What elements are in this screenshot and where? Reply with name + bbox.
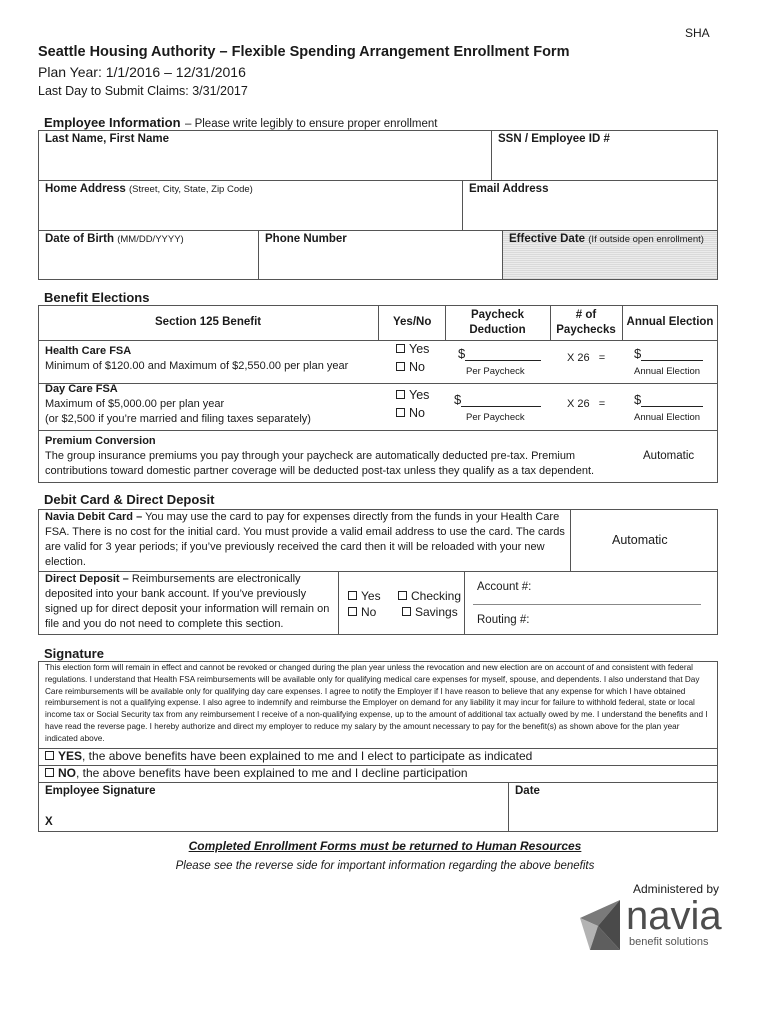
- signature-field[interactable]: [40, 800, 506, 830]
- dob-label: [45, 233, 184, 245]
- form-title: Seattle Housing Authority – Flexible Spending Arrangement Enrollment Form: [38, 44, 570, 60]
- dd-savings-label: Savings: [415, 605, 458, 619]
- checkbox-icon[interactable]: [396, 408, 405, 417]
- dd-no[interactable]: [348, 605, 376, 619]
- x-mark: X: [45, 816, 53, 828]
- effective-label-text: Effective Date: [509, 233, 586, 245]
- effective-hint: (If outside open enrollment): [588, 234, 704, 245]
- health-yes-label: Yes: [409, 342, 430, 356]
- dollar-sign: $: [634, 346, 642, 361]
- health-no[interactable]: [396, 360, 425, 374]
- debit-card-title: Navia Debit Card –: [45, 511, 143, 523]
- signature-legal: This election form will remain in effect and cannot be revoked or changed during the plan year unless the revocation and new election are on account of and consistent with federal regulations. I understand that Health FSA reimbursements will be available only for qualifying medical care expenses for myself, spouse, and dependents. I also understand that Day Care reimbursements will be available only for qualifying day care expenses. I agree to notify the Employer if I have reason to believe that any expense for which I have obtained reimbursement is not a qualifying expense. I also agree to indemnify and reimburse the Employer on demand for any liability it may incur for failure to withhold federal, state or local income tax or Social Security tax from any reimbursement I receive of a non-qualifying expense, up to the amount of additional tax actually owed by me. I understand the benefits and I have read the reverse page. I hereby authorize and direct my employer to reduce my salary by the amount necessary to pay for the benefit(s) as shown above for the plan year indicated above.: [45, 663, 708, 743]
- health-annual-field[interactable]: [634, 346, 703, 361]
- elect-yes-word: YES: [58, 749, 83, 763]
- form-code: SHA: [685, 26, 710, 40]
- daycare-no[interactable]: [396, 406, 425, 420]
- premium-value: Automatic: [643, 450, 695, 462]
- daycare-per-paycheck: Per Paycheck: [466, 412, 525, 423]
- effective-field[interactable]: [504, 248, 716, 278]
- elect-no[interactable]: [45, 766, 468, 780]
- col-yesno: Yes/No: [393, 316, 432, 328]
- daycare-annual-label: Annual Election: [634, 412, 701, 423]
- health-desc: Minimum of $120.00 and Maximum of $2,550.00 per plan year: [45, 360, 349, 372]
- debit-card-value: Automatic: [612, 533, 668, 547]
- phone-field[interactable]: [260, 248, 500, 278]
- checkbox-icon[interactable]: [45, 768, 54, 777]
- administered-by: Administered by: [633, 882, 720, 896]
- address-field[interactable]: [40, 198, 460, 228]
- elect-no-text: , the above benefits have been explained to me and I decline participation: [76, 766, 468, 780]
- dd-checking[interactable]: [398, 589, 461, 603]
- debit-card-text: [45, 510, 565, 570]
- premium-title: Premium Conversion: [45, 435, 156, 447]
- health-no-label: No: [409, 360, 425, 374]
- phone-label: Phone Number: [265, 233, 347, 245]
- account-label: Account #:: [477, 581, 532, 593]
- address-label-text: Home Address: [45, 183, 126, 195]
- health-multiplier: X 26 =: [567, 352, 606, 364]
- dd-checking-label: Checking: [411, 589, 462, 603]
- address-hint: (Street, City, State, Zip Code): [128, 184, 253, 195]
- col-paychecks: [550, 308, 622, 338]
- col-annual: Annual Election: [626, 316, 714, 328]
- checkbox-icon[interactable]: [348, 591, 357, 600]
- dollar-sign: $: [454, 392, 462, 407]
- date-field[interactable]: [510, 800, 716, 830]
- dollar-sign: $: [458, 346, 466, 361]
- col-paychecks-1: # of: [575, 309, 597, 321]
- navia-logo: [576, 896, 736, 956]
- elect-no-word: NO: [58, 766, 76, 780]
- dollar-sign: $: [634, 392, 642, 407]
- col-deduction-1: Paycheck: [470, 309, 525, 321]
- daycare-yes-label: Yes: [409, 388, 430, 402]
- dd-desc: Reimbursements are electronically deposited into your bank account. If you’ve previously signed up for direct deposit your information will remain on file and you do not need to complete this section.: [45, 573, 330, 630]
- plan-year: Plan Year: 1/1/2016 – 12/31/2016: [38, 64, 246, 80]
- checkbox-icon[interactable]: [398, 591, 407, 600]
- elect-yes-text: , the above benefits have been explained to me and I elect to participate as indicated: [82, 749, 533, 763]
- daycare-annual-field[interactable]: [634, 392, 703, 407]
- daycare-multiplier: X 26 =: [567, 398, 606, 410]
- checkbox-icon[interactable]: [396, 344, 405, 353]
- reverse-note: Please see the reverse side for important information regarding the above benefits: [175, 860, 595, 872]
- ssn-label: SSN / Employee ID #: [498, 133, 610, 145]
- checkbox-icon[interactable]: [348, 607, 357, 616]
- dd-yes[interactable]: [348, 589, 381, 603]
- health-deduction-field[interactable]: [458, 346, 541, 361]
- daycare-yes[interactable]: [396, 388, 429, 402]
- ssn-field[interactable]: [493, 148, 715, 178]
- navia-logo-sub: benefit solutions: [629, 936, 709, 948]
- date-label: Date: [515, 785, 540, 797]
- name-field[interactable]: [40, 148, 490, 178]
- dd-no-label: No: [361, 605, 377, 619]
- address-label: [45, 183, 253, 195]
- col-deduction: [445, 308, 550, 338]
- premium-desc: The group insurance premiums you pay through your paycheck are automatically deducted pre-tax. Premium contributions toward domestic partner coverage will be deducted post-tax unless they qualify as a tax dependent.: [45, 450, 595, 477]
- signature-heading: Signature: [44, 646, 104, 661]
- health-annual-label: Annual Election: [634, 366, 701, 377]
- daycare-desc1: Maximum of $5,000.00 per plan year: [45, 398, 225, 410]
- employee-heading-sub: – Please write legibly to ensure proper enrollment: [184, 118, 438, 130]
- email-label: Email Address: [469, 183, 549, 195]
- dob-field[interactable]: [40, 248, 256, 278]
- direct-deposit-text: [45, 572, 335, 632]
- sig-label: Employee Signature: [45, 785, 156, 797]
- daycare-desc2: (or $2,500 if you’re married and filing taxes separately): [45, 413, 311, 425]
- benefits-heading: Benefit Elections: [44, 290, 150, 305]
- checkbox-icon[interactable]: [396, 362, 405, 371]
- col-paychecks-2: Paychecks: [556, 324, 616, 336]
- employee-heading-title: Employee Information: [44, 115, 181, 130]
- return-note: Completed Enrollment Forms must be returned to Human Resources: [188, 839, 582, 853]
- col-benefit: Section 125 Benefit: [155, 316, 262, 328]
- dob-hint: (MM/DD/YYYY): [117, 234, 184, 245]
- name-label: Last Name, First Name: [45, 133, 169, 145]
- elect-yes[interactable]: [45, 749, 532, 763]
- health-title: Health Care FSA: [45, 345, 132, 357]
- email-field[interactable]: [464, 198, 715, 228]
- account-field[interactable]: [473, 604, 701, 605]
- effective-label: [509, 233, 704, 245]
- navia-logo-icon: [576, 896, 628, 954]
- daycare-no-label: No: [409, 406, 425, 420]
- dd-title: Direct Deposit –: [45, 573, 129, 585]
- dd-savings[interactable]: [402, 605, 458, 619]
- dd-yes-label: Yes: [361, 589, 381, 603]
- col-deduction-2: Deduction: [469, 324, 526, 336]
- navia-logo-name: navia: [626, 894, 722, 938]
- health-yes[interactable]: [396, 342, 429, 356]
- health-per-paycheck: Per Paycheck: [466, 366, 525, 377]
- debit-card-desc: You may use the card to pay for expenses directly from the funds in your Health Care FSA. There is no cost for the initial card. You must provide a valid email address to use the card. The cards are valid for 3 year periods; if you’ve previously received the card then it will be reloaded with your new election.: [45, 511, 565, 568]
- last-day: Last Day to Submit Claims: 3/31/2017: [38, 84, 248, 98]
- checkbox-icon[interactable]: [402, 607, 411, 616]
- daycare-deduction-field[interactable]: [454, 392, 541, 407]
- debit-heading: Debit Card & Direct Deposit: [44, 492, 215, 507]
- routing-label: Routing #:: [477, 614, 530, 626]
- checkbox-icon[interactable]: [396, 390, 405, 399]
- daycare-title: Day Care FSA: [45, 383, 118, 395]
- dob-label-text: Date of Birth: [45, 233, 114, 245]
- checkbox-icon[interactable]: [45, 751, 54, 760]
